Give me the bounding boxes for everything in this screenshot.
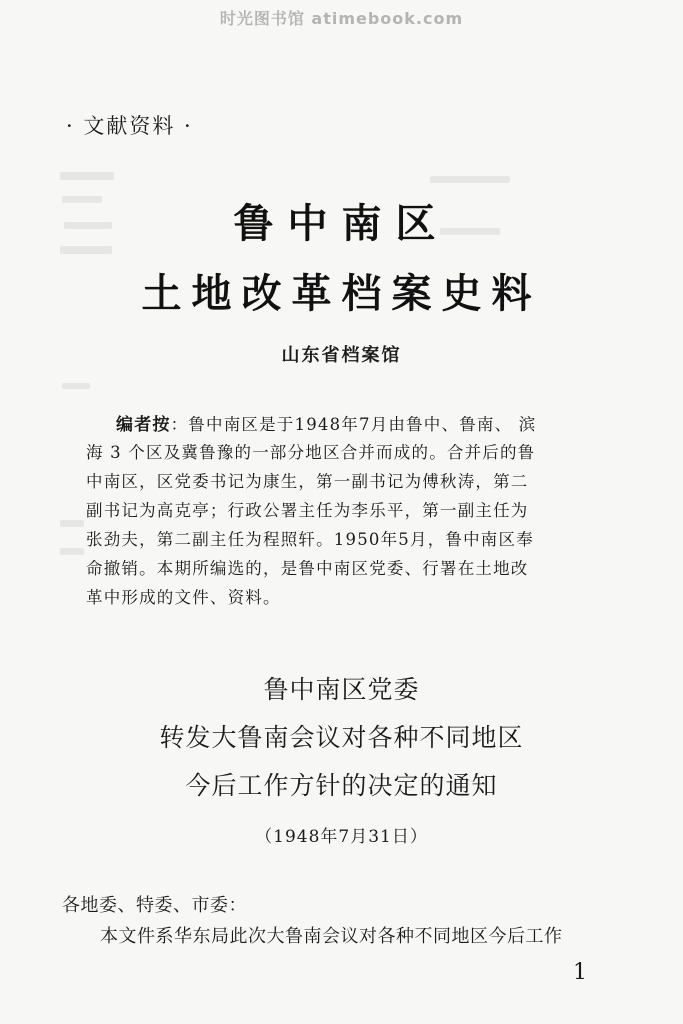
article-title-line-2: 土地改革档案史料	[141, 271, 542, 317]
editor-note-line: 编者按：鲁中南区是于1948年7月由鲁中、鲁南、 滨	[116, 415, 537, 435]
document-heading-line-2: 转发大鲁南会议对各种不同地区	[159, 723, 524, 752]
page-number: 1	[573, 960, 587, 985]
article-author: 山东省档案馆	[281, 345, 402, 366]
salutation: 各地委、特委、市委：	[62, 895, 247, 916]
document-heading-line-3: 今后工作方针的决定的通知	[185, 771, 498, 800]
document-heading-line-1: 鲁中南区党委	[263, 675, 420, 704]
editor-note-line: 海 3 个区及冀鲁豫的一部分地区合并而成的。合并后的鲁	[86, 443, 536, 462]
editor-note-line: 张劲夫，第二副主任为程照轩。1950年5月，鲁中南区奉	[86, 530, 534, 549]
article-title-line-1: 鲁中南区	[233, 201, 450, 247]
body-paragraph: 本文件系华东局此次大鲁南会议对各种不同地区今后工作	[100, 926, 563, 947]
editor-note-line: 革中形成的文件、资料。	[86, 588, 281, 607]
editor-note-line: 副书记为高克亭；行政公署主任为李乐平，第一副主任为	[86, 501, 529, 520]
editor-note-line: 中南区，区党委书记为康生，第一副书记为傅秋涛，第二	[86, 472, 529, 491]
editor-note-line: 命撤销。本期所编选的，是鲁中南区党委、行署在土地改	[86, 559, 529, 578]
document-date: （1948年7月31日）	[255, 827, 428, 847]
editor-note-label: 编者按	[116, 415, 171, 435]
watermark: 时光图书馆 atimebook.com	[219, 9, 464, 28]
section-label: · 文献资料 ·	[66, 114, 193, 138]
